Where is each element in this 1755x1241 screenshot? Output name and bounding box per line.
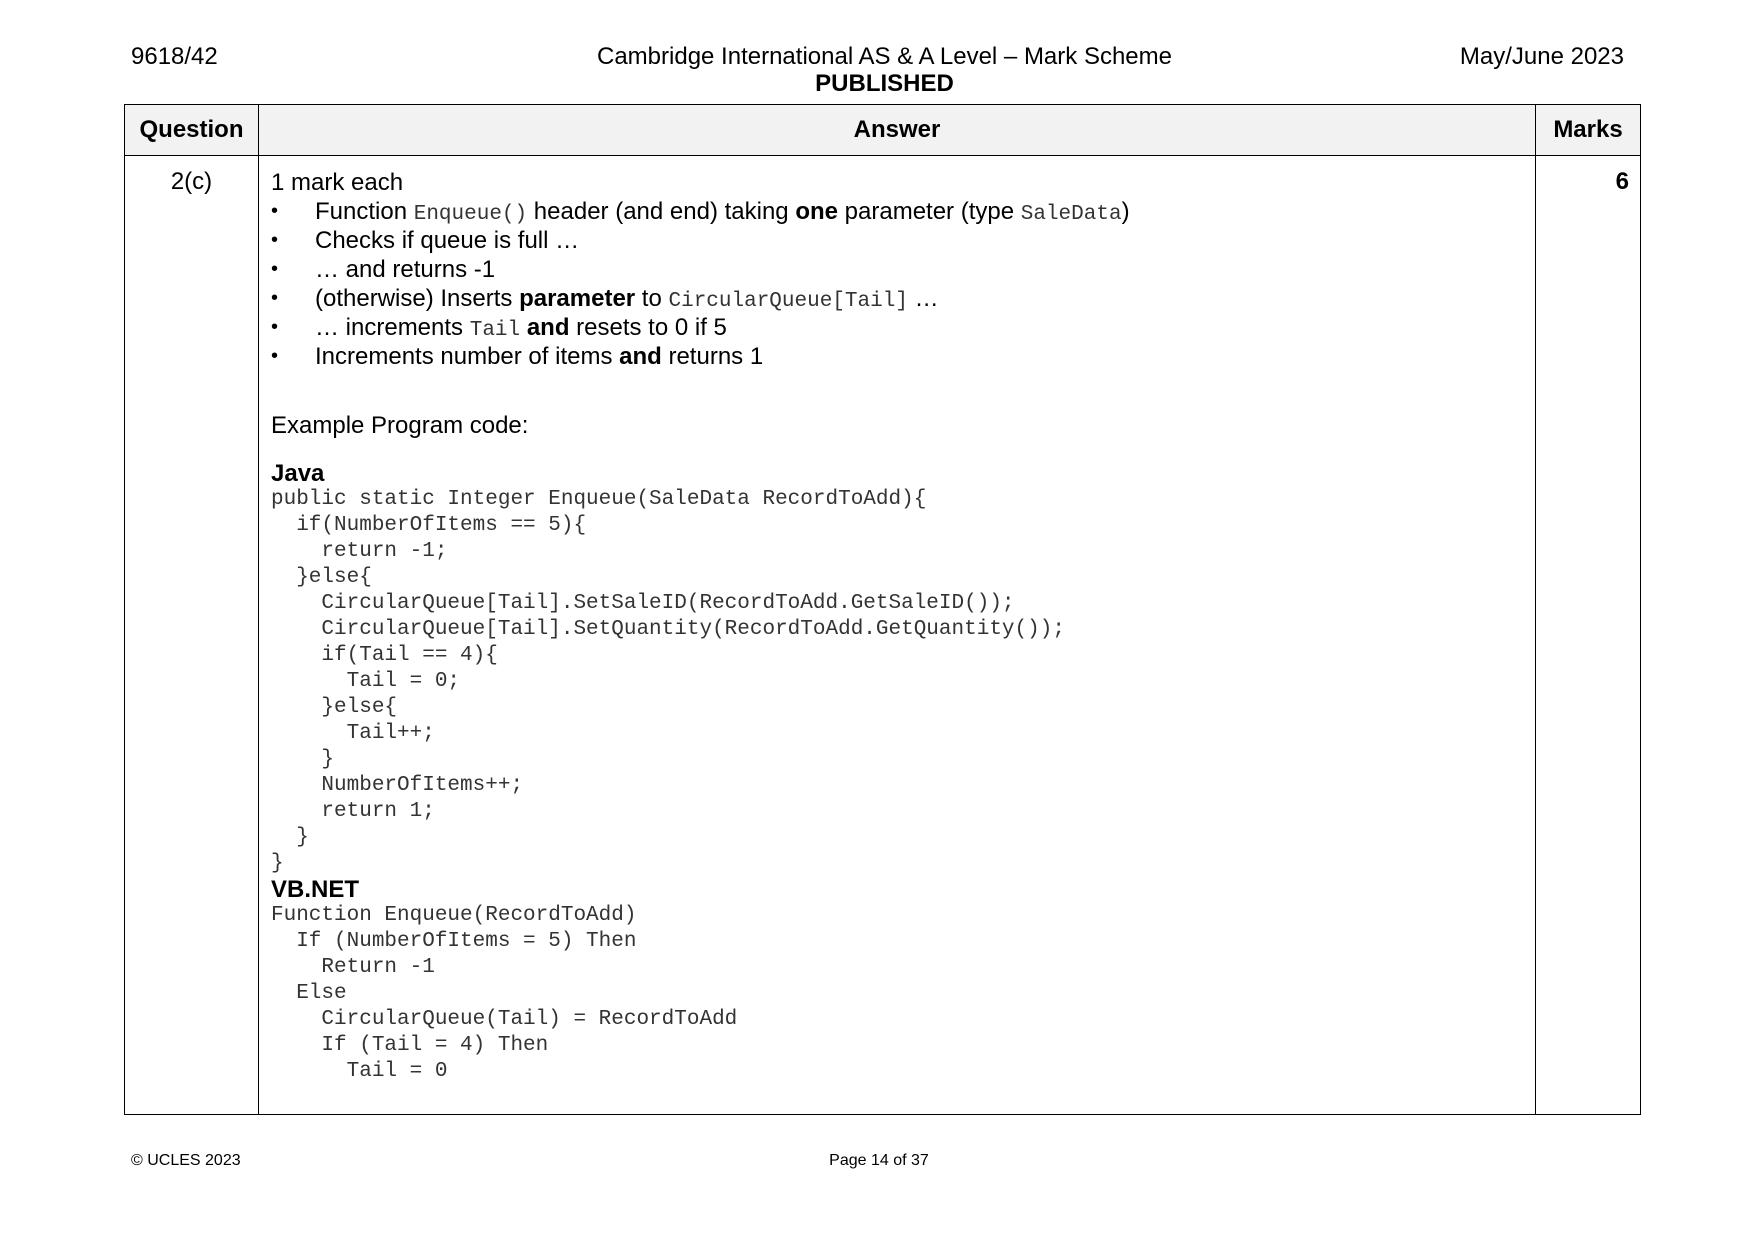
marking-point-text: … — [907, 285, 939, 312]
vbnet-language-heading: VB.NET — [271, 876, 360, 903]
table-header-row — [125, 105, 1641, 156]
marking-point-text — [520, 314, 527, 341]
marking-points-list — [271, 197, 1525, 371]
marking-point — [271, 226, 1525, 255]
marking-point-text: Increments number of items — [315, 343, 620, 370]
marking-point-text: … and returns -1 — [315, 256, 496, 283]
marking-point-text: CircularQueue[Tail] — [668, 290, 908, 313]
bullet-icon: • — [271, 345, 279, 367]
marking-point-text: one — [795, 198, 838, 225]
marking-point-text: (otherwise) Inserts — [315, 285, 520, 312]
column-header-answer: Answer — [259, 105, 1536, 156]
marking-point-text: parameter (type — [838, 198, 1021, 225]
marking-point — [271, 313, 1525, 342]
marking-point-text: returns 1 — [661, 343, 764, 370]
marking-point — [271, 255, 1525, 284]
mark-scheme-table — [124, 104, 1641, 1115]
column-header-marks: Marks — [1536, 105, 1641, 156]
bullet-icon: • — [271, 229, 279, 251]
marks-value: 6 — [1536, 156, 1641, 1115]
marking-intro: 1 mark each — [271, 169, 404, 196]
example-code-label: Example Program code: — [271, 412, 529, 439]
marking-point-text: Checks if queue is full … — [315, 227, 580, 254]
marking-point — [271, 197, 1525, 226]
page-number: Page 14 of 37 — [829, 1152, 929, 1169]
marking-point-text: … increments — [315, 314, 470, 341]
marking-point-text: ) — [1121, 198, 1130, 225]
marking-point — [271, 284, 1525, 313]
marking-point-text: header (and end) taking — [527, 198, 796, 225]
bullet-icon: • — [271, 316, 279, 338]
exam-session: May/June 2023 — [1459, 43, 1624, 70]
publication-status: PUBLISHED — [815, 70, 954, 97]
java-language-heading: Java — [271, 460, 325, 487]
marking-point-text: and — [526, 314, 570, 341]
answer-cell — [259, 156, 1536, 1115]
copyright-notice: © UCLES 2023 — [131, 1152, 241, 1169]
paper-code: 9618/42 — [131, 43, 218, 70]
marking-point-text: and — [619, 343, 662, 370]
marking-point-text: Enqueue() — [413, 203, 528, 226]
table-row — [125, 156, 1641, 1115]
marking-point — [271, 342, 1525, 371]
marking-point-text: parameter — [519, 285, 636, 312]
bullet-icon: • — [271, 200, 279, 222]
vbnet-code-block: Function Enqueue(RecordToAdd) If (NumberOfItems = 5) Then Return -1 Else CircularQueue(Tail) = RecordToAdd If (Tail = 4) Then Tail = 0 — [271, 904, 738, 1083]
document-title: Cambridge International AS & A Level – Mark Scheme — [597, 43, 1172, 70]
marking-point-text: resets to 0 if 5 — [569, 314, 727, 341]
bullet-icon: • — [271, 258, 279, 280]
marking-point-text: Tail — [469, 319, 521, 342]
column-header-question: Question — [125, 105, 259, 156]
question-number: 2(c) — [125, 156, 259, 1115]
marking-point-text: SaleData — [1020, 203, 1122, 226]
bullet-icon: • — [271, 287, 279, 309]
marking-point-text: to — [635, 285, 669, 312]
marking-point-text: Function — [315, 198, 414, 225]
java-code-block: public static Integer Enqueue(SaleData RecordToAdd){ if(NumberOfItems == 5){ return -1; }else{ CircularQueue[Tail].SetSaleID(RecordToAdd.GetSaleID()); CircularQueue[Tail].SetQuantity(RecordToAdd.GetQuantity()); if(Tail == 4){ Tail = 0; }else{ Tail++; } NumberOfItems++; return 1; } } — [271, 488, 1065, 875]
